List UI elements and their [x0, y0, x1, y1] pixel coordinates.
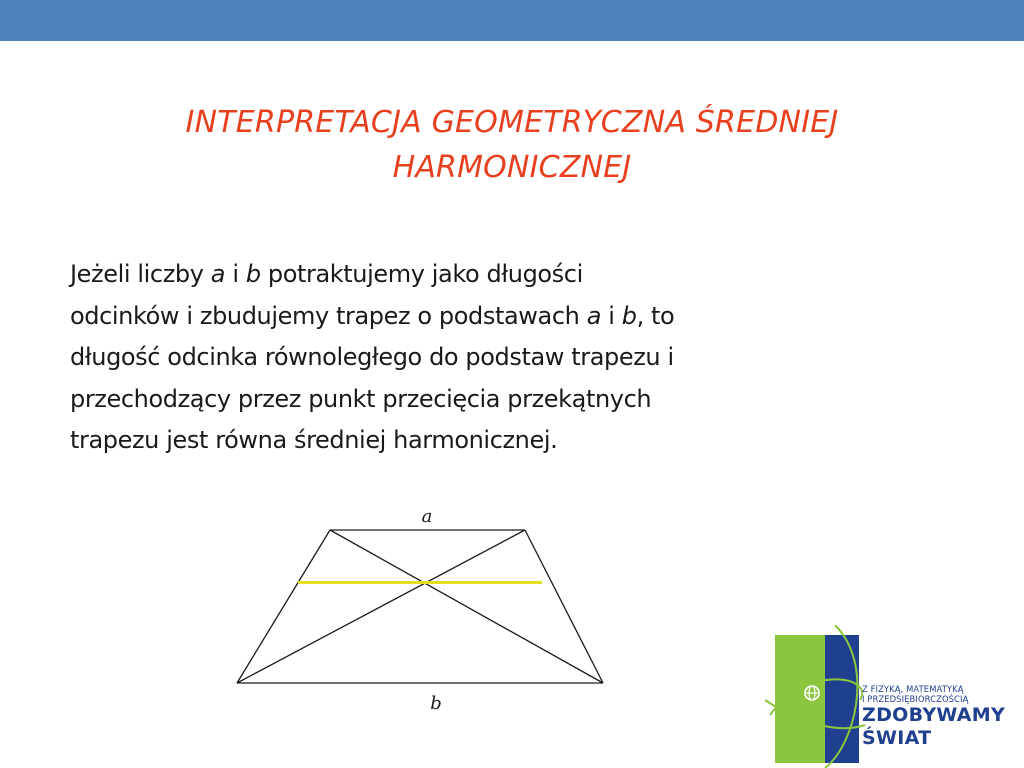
body-text-segment: odcinków i zbudujemy trapez o podstawach: [70, 301, 587, 330]
body-text-segment: i: [225, 260, 246, 288]
body-text-segment: , to: [636, 301, 675, 330]
slide-title: [80, 100, 944, 190]
diagonal-1-line: [330, 530, 603, 683]
right-leg-line: [525, 530, 603, 683]
top-base-label: a: [421, 506, 433, 527]
bottom-base-label: b: [430, 693, 442, 714]
title-line-1: INTERPRETACJA GEOMETRYCZNA ŚREDNIEJ: [185, 105, 839, 140]
diagonal-2-line: [237, 530, 525, 683]
trapezoid-lines: [237, 530, 603, 683]
body-text-segment: i: [601, 301, 622, 330]
trapezoid-diagram: [225, 497, 620, 722]
logo-green-block: [775, 635, 825, 763]
variable-b: b: [245, 260, 261, 288]
title-line-2: HARMONICZNEJ: [392, 150, 632, 185]
top-bar: [0, 0, 1024, 41]
body-line-3: długość odcinka równoległego do podstaw trapezu i: [70, 343, 674, 371]
left-leg-line: [237, 530, 330, 683]
body-text-segment: Jeżeli liczby: [70, 260, 211, 288]
logo-blue-block: [825, 635, 859, 763]
logo-subtitle-line-2: I PRZEDSIĘBIORCZOŚCIĄ: [862, 694, 969, 704]
logo-text: [862, 684, 1005, 750]
body-line-2: [70, 296, 970, 338]
body-line-4: przechodzący przez punkt przecięcia przekątnych: [70, 384, 652, 413]
body-line-1: [70, 254, 970, 296]
logo-title-line-1: ZDOBYWAMY: [862, 704, 1006, 726]
variable-b: b: [621, 301, 637, 330]
variable-a: a: [586, 301, 601, 330]
variable-a: a: [210, 260, 226, 288]
body-line-5: trapezu jest równa średniej harmonicznej.: [70, 426, 558, 454]
body-text-segment: potraktujemy jako długości: [260, 260, 583, 288]
body-paragraph: [70, 254, 970, 462]
logo-title-line-2: ŚWIAT: [862, 727, 932, 749]
logo-subtitle-line-1: Z FIZYKĄ, MATEMATYKĄ: [862, 684, 964, 694]
